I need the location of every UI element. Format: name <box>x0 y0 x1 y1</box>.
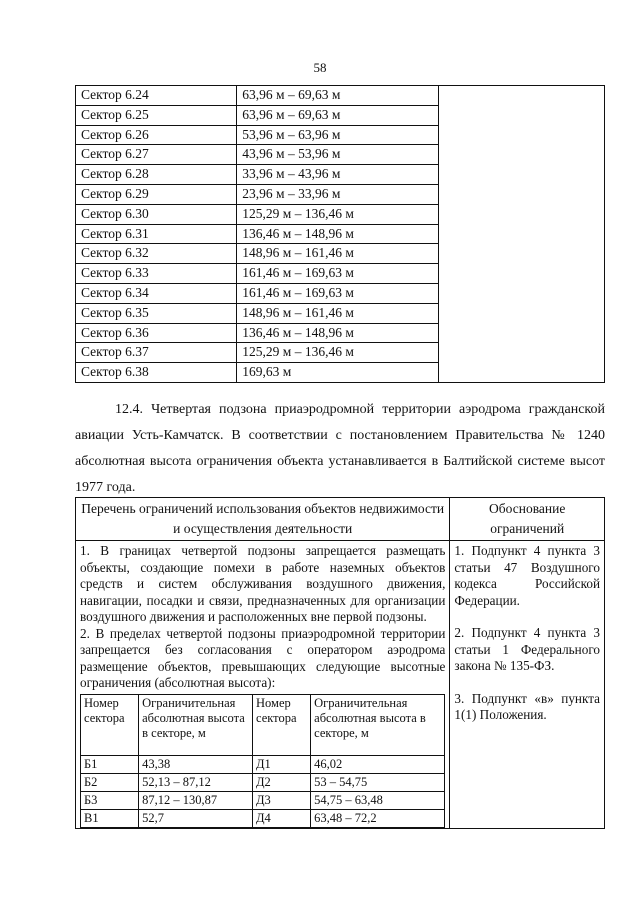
sector-name: Сектор 6.25 <box>76 105 237 125</box>
sector-basis-empty <box>438 86 604 383</box>
sector-name: Сектор 6.31 <box>76 224 237 244</box>
sector-range: 33,96 м – 43,96 м <box>237 165 438 185</box>
sector-name: Сектор 6.26 <box>76 125 237 145</box>
sector-range: 63,96 м – 69,63 м <box>237 105 438 125</box>
sector-row <box>76 86 605 106</box>
height-cell: 43,38 <box>139 755 253 773</box>
restrictions-body <box>76 541 450 829</box>
sector-name: Сектор 6.30 <box>76 204 237 224</box>
sector-name: Сектор 6.35 <box>76 303 237 323</box>
height-cell: Д3 <box>253 791 311 809</box>
basis-item-2: 2. Подпункт 4 пункта 3 статьи 1 Федерального закона № 135-ФЗ. <box>454 625 600 673</box>
height-cell: Д2 <box>253 773 311 791</box>
height-cell: Д4 <box>253 809 311 827</box>
sector-range: 136,46 м – 148,96 м <box>237 224 438 244</box>
height-cell: 46,02 <box>311 755 445 773</box>
basis-body <box>450 541 605 829</box>
sector-name: Сектор 6.34 <box>76 283 237 303</box>
sector-name: Сектор 6.28 <box>76 165 237 185</box>
sector-name: Сектор 6.27 <box>76 145 237 165</box>
sector-name: Сектор 6.24 <box>76 86 237 106</box>
height-cell: Б2 <box>81 773 139 791</box>
height-cell: Б3 <box>81 791 139 809</box>
restriction-item-1: 1. В границах четвертой подзоны запрещается размещать объекты, создающие помехи в работе наземных объектов средств и систем обслуживания воздушного движения, навигации, посадки и связи, предназначенных для организации воздушного движения и расположенных вне первой подзоны. <box>80 543 446 624</box>
paragraph-text: 12.4. Четвертая подзона приаэродромной территории аэродрома гражданской авиации Усть-Камчатск. В соответствии с постановлением Правительства № 1240 абсолютная высота ограничения объекта устанавливается в Балтийской системе высот 1977 года. <box>75 402 605 495</box>
height-cell: 52,13 – 87,12 <box>139 773 253 791</box>
height-limits-table <box>80 694 445 828</box>
sector-range: 125,29 м – 136,46 м <box>237 343 438 363</box>
sector-name: Сектор 6.36 <box>76 323 237 343</box>
height-cell: 53 – 54,75 <box>311 773 445 791</box>
height-cell: 87,12 – 130,87 <box>139 791 253 809</box>
sector-name: Сектор 6.29 <box>76 184 237 204</box>
height-row <box>81 791 445 809</box>
height-row <box>81 755 445 773</box>
restriction-item-2: 2. В пределах четвертой подзоны приаэродромной территории запрещается без согласования с оператором аэродрома размещение объектов, превышающих следующие высотные ограничения (абсолютная высота): <box>80 625 446 690</box>
height-row <box>81 809 445 827</box>
page-number: 58 <box>313 60 327 75</box>
sector-range: 148,96 м – 161,46 м <box>237 244 438 264</box>
height-cell: 52,7 <box>139 809 253 827</box>
sector-name: Сектор 6.38 <box>76 363 237 383</box>
height-cell: Д1 <box>253 755 311 773</box>
height-cell: 54,75 – 63,48 <box>311 791 445 809</box>
basis-item-1: 1. Подпункт 4 пункта 3 статьи 47 Воздушного кодекса Российской Федерации. <box>454 543 600 608</box>
sector-range: 169,63 м <box>237 363 438 383</box>
height-cell: В1 <box>81 809 139 827</box>
inner-header-height-2: Ограничительная абсолютная высота в секторе, м <box>311 694 445 755</box>
sector-range: 53,96 м – 63,96 м <box>237 125 438 145</box>
inner-header-height-1: Ограничительная абсолютная высота в секторе, м <box>139 694 253 755</box>
height-row <box>81 773 445 791</box>
sector-range: 161,46 м – 169,63 м <box>237 264 438 284</box>
height-cell: 63,48 – 72,2 <box>311 809 445 827</box>
sector-name: Сектор 6.33 <box>76 264 237 284</box>
inner-header-sector-1: Номер сектора <box>81 694 139 755</box>
sector-range: 23,96 м – 33,96 м <box>237 184 438 204</box>
height-cell: Б1 <box>81 755 139 773</box>
paragraph-12-4 <box>75 397 605 501</box>
basis-header: Обоснование ограничений <box>450 498 605 541</box>
sector-range: 63,96 м – 69,63 м <box>237 86 438 106</box>
sector-range: 43,96 м – 53,96 м <box>237 145 438 165</box>
sector-table <box>75 85 605 383</box>
basis-item-3: 3. Подпункт «в» пункта 1(1) Положения. <box>454 690 600 722</box>
restrictions-table <box>75 497 605 829</box>
sector-range: 148,96 м – 161,46 м <box>237 303 438 323</box>
sector-range: 161,46 м – 169,63 м <box>237 283 438 303</box>
sector-range: 136,46 м – 148,96 м <box>237 323 438 343</box>
sector-range: 125,29 м – 136,46 м <box>237 204 438 224</box>
restrictions-header: Перечень ограничений использования объектов недвижимости и осуществления деятельности <box>76 498 450 541</box>
sector-name: Сектор 6.32 <box>76 244 237 264</box>
sector-name: Сектор 6.37 <box>76 343 237 363</box>
inner-header-sector-2: Номер сектора <box>253 694 311 755</box>
